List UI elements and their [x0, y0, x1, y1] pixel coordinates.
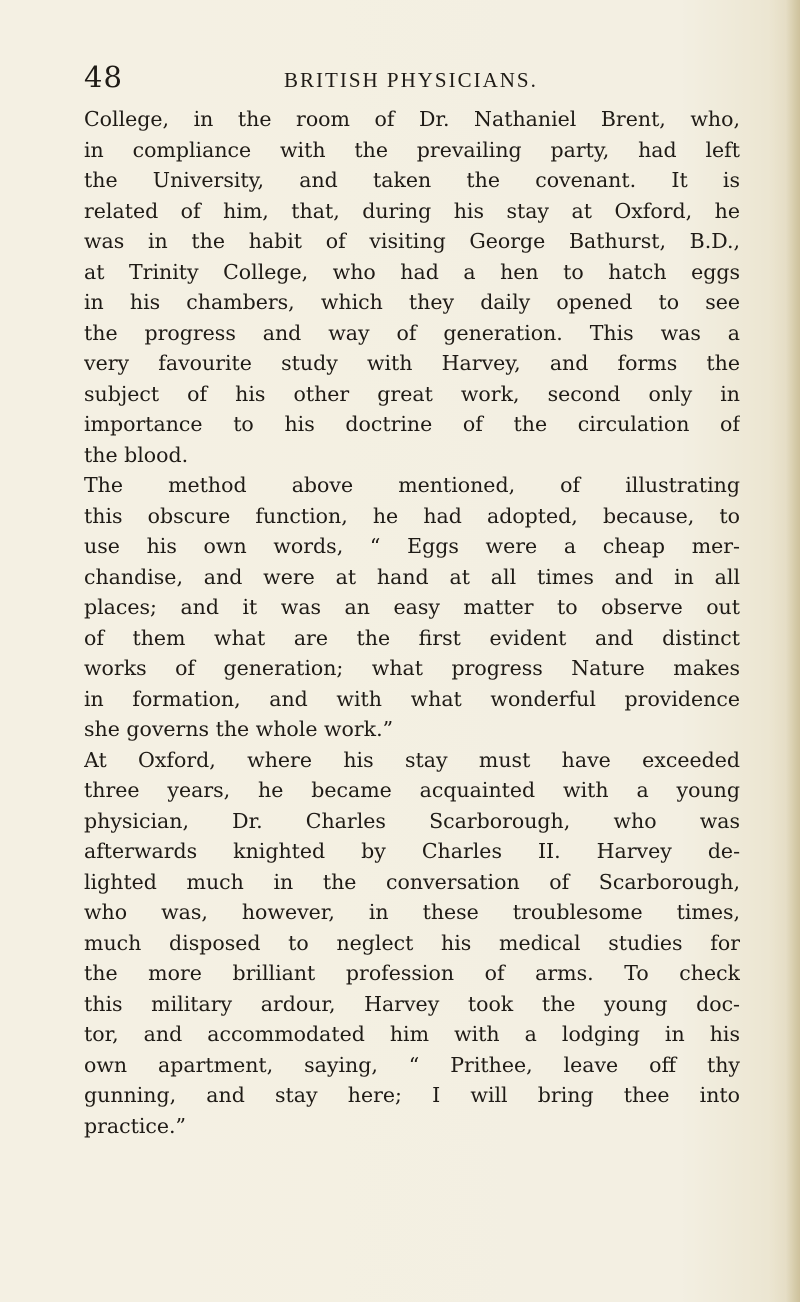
running-head-title: BRITISH PHYSICIANS.: [284, 68, 538, 92]
text-line: places; and it was an easy matter to observe out: [84, 595, 740, 619]
text-line: much disposed to neglect his medical studies for: [84, 930, 740, 955]
text-line: At Oxford, where his stay must have exceeded: [84, 747, 740, 772]
text-line: afterwards knighted by Charles II. Harvey de-: [84, 839, 740, 863]
text-line: The method above mentioned, of illustrating: [84, 473, 740, 497]
text-line: the blood.: [84, 442, 189, 467]
text-line: in his chambers, which they daily opened to see: [84, 290, 740, 314]
text-line: who was, however, in these troublesome times,: [84, 900, 740, 924]
text-line: works of generation; what progress Nature makes: [84, 656, 740, 680]
text-line: this military ardour, Harvey took the young doc-: [84, 991, 740, 1016]
text-line: use his own words, “ Eggs were a cheap mer-: [84, 534, 740, 558]
page-edge-shadow: [786, 0, 800, 1302]
text-line: the progress and way of generation. This was a: [84, 320, 740, 345]
running-head: [84, 60, 740, 100]
text-line: own apartment, saying, “ Prithee, leave off thy: [84, 1052, 740, 1077]
text-line: in compliance with the prevailing party, had left: [84, 137, 740, 162]
text-line: very favourite study with Harvey, and forms the: [84, 351, 740, 375]
text-line: gunning, and stay here; I will bring thee into: [84, 1083, 740, 1107]
text-line: related of him, that, during his stay at Oxford, he: [84, 198, 740, 223]
text-line: three years, he became acquainted with a young: [84, 778, 740, 802]
text-line: tor, and accommodated him with a lodging in his: [84, 1022, 740, 1046]
text-line: physician, Dr. Charles Scarborough, who was: [84, 808, 740, 833]
text-line: College, in the room of Dr. Nathaniel Brent, who,: [84, 107, 740, 131]
text-line: importance to his doctrine of the circulation of: [84, 412, 740, 436]
text-line: lighted much in the conversation of Scarborough,: [84, 869, 740, 894]
text-line: this obscure function, he had adopted, because, to: [84, 503, 740, 528]
text-line: practice.”: [84, 1113, 187, 1138]
body-text: [84, 104, 740, 1141]
text-line: subject of his other great work, second only in: [84, 381, 740, 406]
text-line: was in the habit of visiting George Bathurst, B.D.,: [84, 229, 740, 253]
text-line: at Trinity College, who had a hen to hatch eggs: [84, 259, 740, 284]
text-line: the more brilliant profession of arms. To check: [84, 961, 740, 985]
page-number: 48: [84, 60, 123, 94]
text-line: in formation, and with what wonderful providence: [84, 686, 740, 711]
text-line: she governs the whole work.”: [84, 717, 394, 741]
text-line: of them what are the first evident and distinct: [84, 625, 740, 650]
text-line: chandise, and were at hand at all times and in all: [84, 564, 740, 589]
text-line: the University, and taken the covenant. It is: [84, 168, 740, 192]
